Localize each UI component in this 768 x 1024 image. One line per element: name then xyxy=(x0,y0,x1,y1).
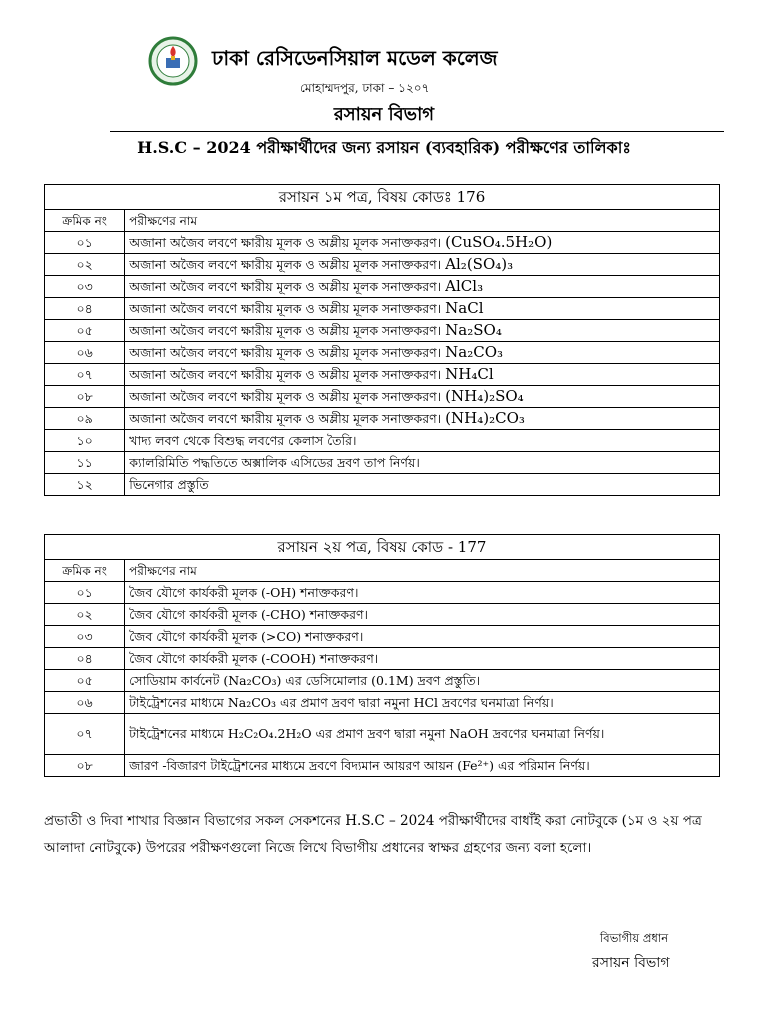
salt-formula: Al₂(SO₄)₃ xyxy=(445,255,514,273)
row-serial: ০১ xyxy=(45,582,125,604)
salt-formula: AlCl₃ xyxy=(445,277,484,295)
row-experiment-name xyxy=(125,714,720,755)
row-experiment-name xyxy=(125,320,720,342)
column-header-name: পরীক্ষণের নাম xyxy=(125,210,720,232)
experiment-text: অজানা অজৈব লবণে ক্ষারীয় মূলক ও অম্লীয় মূলক সনাক্তকরণ। xyxy=(129,235,442,250)
row-serial: ০২ xyxy=(45,604,125,626)
row-experiment-name xyxy=(125,254,720,276)
row-serial: ০৫ xyxy=(45,320,125,342)
table-row xyxy=(45,582,720,604)
row-experiment-name xyxy=(125,298,720,320)
experiment-text: টাইট্রেশনের মাধ্যমে Na₂CO₃ এর প্রমাণ দ্রবণ দ্বারা নমুনা HCl দ্রবণের ঘনমাত্রা নির্ণয়। xyxy=(129,694,554,710)
row-experiment-name xyxy=(125,582,720,604)
salt-formula: (NH₄)₂CO₃ xyxy=(445,409,525,427)
row-serial: ০৯ xyxy=(45,408,125,430)
row-serial: ০৬ xyxy=(45,342,125,364)
row-experiment-name xyxy=(125,626,720,648)
department-name: রসায়ন বিভাগ xyxy=(333,104,435,125)
row-experiment-name xyxy=(125,342,720,364)
salt-formula: Na₂CO₃ xyxy=(445,343,504,361)
salt-formula: NaCl xyxy=(445,299,484,317)
paper2-table xyxy=(44,534,720,777)
college-name: ঢাকা রেসিডেনসিয়াল মডেল কলেজ xyxy=(212,46,498,70)
row-serial: ০৩ xyxy=(45,626,125,648)
document-title: H.S.C – 2024 পরীক্ষার্থীদের জন্য রসায়ন (ব্যবহারিক) পরীক্ষণের তালিকাঃ xyxy=(137,138,631,157)
row-serial: ১২ xyxy=(45,474,125,496)
experiment-text: অজানা অজৈব লবণে ক্ষারীয় মূলক ও অম্লীয় মূলক সনাক্তকরণ। xyxy=(129,367,442,382)
row-serial: ০৭ xyxy=(45,714,125,755)
salt-formula: NH₄Cl xyxy=(445,365,494,383)
row-experiment-name xyxy=(125,670,720,692)
row-experiment-name xyxy=(125,276,720,298)
row-serial: ০৪ xyxy=(45,648,125,670)
table-row xyxy=(45,474,720,496)
experiment-text: জৈব যৌগে কার্যকরী মূলক (-CHO) শনাক্তকরণ। xyxy=(129,606,368,622)
experiment-text: অজানা অজৈব লবণে ক্ষারীয় মূলক ও অম্লীয় মূলক সনাক্তকরণ। xyxy=(129,411,442,426)
row-experiment-name xyxy=(125,755,720,777)
signature-title: বিভাগীয় প্রধান xyxy=(600,931,669,945)
table-row xyxy=(45,670,720,692)
experiment-text: অজানা অজৈব লবণে ক্ষারীয় মূলক ও অম্লীয় মূলক সনাক্তকরণ। xyxy=(129,257,442,272)
row-serial: ০১ xyxy=(45,232,125,254)
row-serial: ০৮ xyxy=(45,386,125,408)
table-row xyxy=(45,364,720,386)
row-experiment-name xyxy=(125,408,720,430)
salt-formula: Na₂SO₄ xyxy=(445,321,502,339)
row-serial: ০৪ xyxy=(45,298,125,320)
experiment-text: ভিনেগার প্রস্তুতি xyxy=(129,476,209,492)
table-row xyxy=(45,755,720,777)
row-experiment-name xyxy=(125,430,720,452)
row-serial: ১০ xyxy=(45,430,125,452)
experiment-text: অজানা অজৈব লবণে ক্ষারীয় মূলক ও অম্লীয় মূলক সনাক্তকরণ। xyxy=(129,323,442,338)
experiment-text: অজানা অজৈব লবণে ক্ষারীয় মূলক ও অম্লীয় মূলক সনাক্তকরণ। xyxy=(129,345,442,360)
table-row xyxy=(45,648,720,670)
college-crest-icon xyxy=(148,36,198,86)
row-experiment-name xyxy=(125,692,720,714)
table-row xyxy=(45,342,720,364)
table-row xyxy=(45,254,720,276)
row-experiment-name xyxy=(125,648,720,670)
salt-formula: (CuSO₄.5H₂O) xyxy=(445,233,553,251)
column-header-serial: ক্রমিক নং xyxy=(45,210,125,232)
instruction-note: প্রভাতী ও দিবা শাখার বিজ্ঞান বিভাগের সকল সেকশনের H.S.C – 2024 পরীক্ষার্থীদের বাধাঁই করা নোটবুকে (১ম ও ২য় পত্র আলাদা নোটবুকে) উপরের পরীক্ষণগুলো নিজে লিখে বিভাগীয় প্রধানের স্বাক্ষর গ্রহণের জন্য বলা হলো। xyxy=(44,813,702,856)
experiment-text: অজানা অজৈব লবণে ক্ষারীয় মূলক ও অম্লীয় মূলক সনাক্তকরণ। xyxy=(129,389,442,404)
document-header xyxy=(0,0,768,157)
experiment-text: জৈব যৌগে কার্যকরী মূলক (-COOH) শনাক্তকরণ। xyxy=(129,650,379,666)
experiment-text: জৈব যৌগে কার্যকরী মূলক (>CO) শনাক্তকরণ। xyxy=(129,628,364,644)
college-address: মোহাম্মদপুর, ঢাকা – ১২০৭ xyxy=(300,81,430,95)
column-header-serial: ক্রমিক নং xyxy=(45,560,125,582)
row-serial: ১১ xyxy=(45,452,125,474)
header-divider xyxy=(110,131,724,132)
table-row xyxy=(45,386,720,408)
experiment-text: অজানা অজৈব লবণে ক্ষারীয় মূলক ও অম্লীয় মূলক সনাক্তকরণ। xyxy=(129,301,442,316)
table-row xyxy=(45,320,720,342)
row-experiment-name xyxy=(125,604,720,626)
experiment-text: জারণ -বিজারণ টাইট্রেশনের মাধ্যমে দ্রবণে বিদ্যমান আয়রণ আয়ন (Fe²⁺) এর পরিমান নির্ণয়। xyxy=(129,757,590,773)
experiment-text: অজানা অজৈব লবণে ক্ষারীয় মূলক ও অম্লীয় মূলক সনাক্তকরণ। xyxy=(129,279,442,294)
table-row xyxy=(45,714,720,755)
table-row xyxy=(45,430,720,452)
paper1-caption: রসায়ন ১ম পত্র, বিষয় কোডঃ 176 xyxy=(45,185,720,210)
table-row xyxy=(45,626,720,648)
table-row xyxy=(45,276,720,298)
table-row xyxy=(45,692,720,714)
row-experiment-name xyxy=(125,364,720,386)
row-experiment-name xyxy=(125,386,720,408)
row-serial: ০৬ xyxy=(45,692,125,714)
row-serial: ০৩ xyxy=(45,276,125,298)
row-serial: ০৫ xyxy=(45,670,125,692)
row-serial: ০৭ xyxy=(45,364,125,386)
table-row xyxy=(45,452,720,474)
experiment-text: ক্যালরিমিতি পদ্ধতিতে অক্সালিক এসিডের দ্রবণ তাপ নির্ণয়। xyxy=(129,454,420,470)
paper2-caption: রসায়ন ২য় পত্র, বিষয় কোড - 177 xyxy=(45,535,720,560)
signature-department: রসায়ন বিভাগ xyxy=(592,955,670,971)
table-row xyxy=(45,232,720,254)
salt-formula: (NH₄)₂SO₄ xyxy=(445,387,524,405)
table-row xyxy=(45,604,720,626)
row-experiment-name xyxy=(125,232,720,254)
experiment-text: জৈব যৌগে কার্যকরী মূলক (-OH) শনাক্তকরণ। xyxy=(129,584,359,600)
row-serial: ০২ xyxy=(45,254,125,276)
row-serial: ০৮ xyxy=(45,755,125,777)
row-experiment-name xyxy=(125,474,720,496)
experiment-text: টাইট্রেশনের মাধ্যমে H₂C₂O₄.2H₂O এর প্রমাণ দ্রবণ দ্বারা নমুনা NaOH দ্রবণের ঘনমাত্রা নির্ণয়। xyxy=(129,726,605,741)
paper1-table xyxy=(44,184,720,496)
experiment-text: খাদ্য লবণ থেকে বিশুদ্ধ লবণের কেলাস তৈরি। xyxy=(129,432,357,448)
table-row xyxy=(45,408,720,430)
experiment-text: সোডিয়াম কার্বনেট (Na₂CO₃) এর ডেসিমোলার (0.1M) দ্রবণ প্রস্তুতি। xyxy=(129,672,481,688)
column-header-name: পরীক্ষণের নাম xyxy=(125,560,720,582)
table-row xyxy=(45,298,720,320)
row-experiment-name xyxy=(125,452,720,474)
